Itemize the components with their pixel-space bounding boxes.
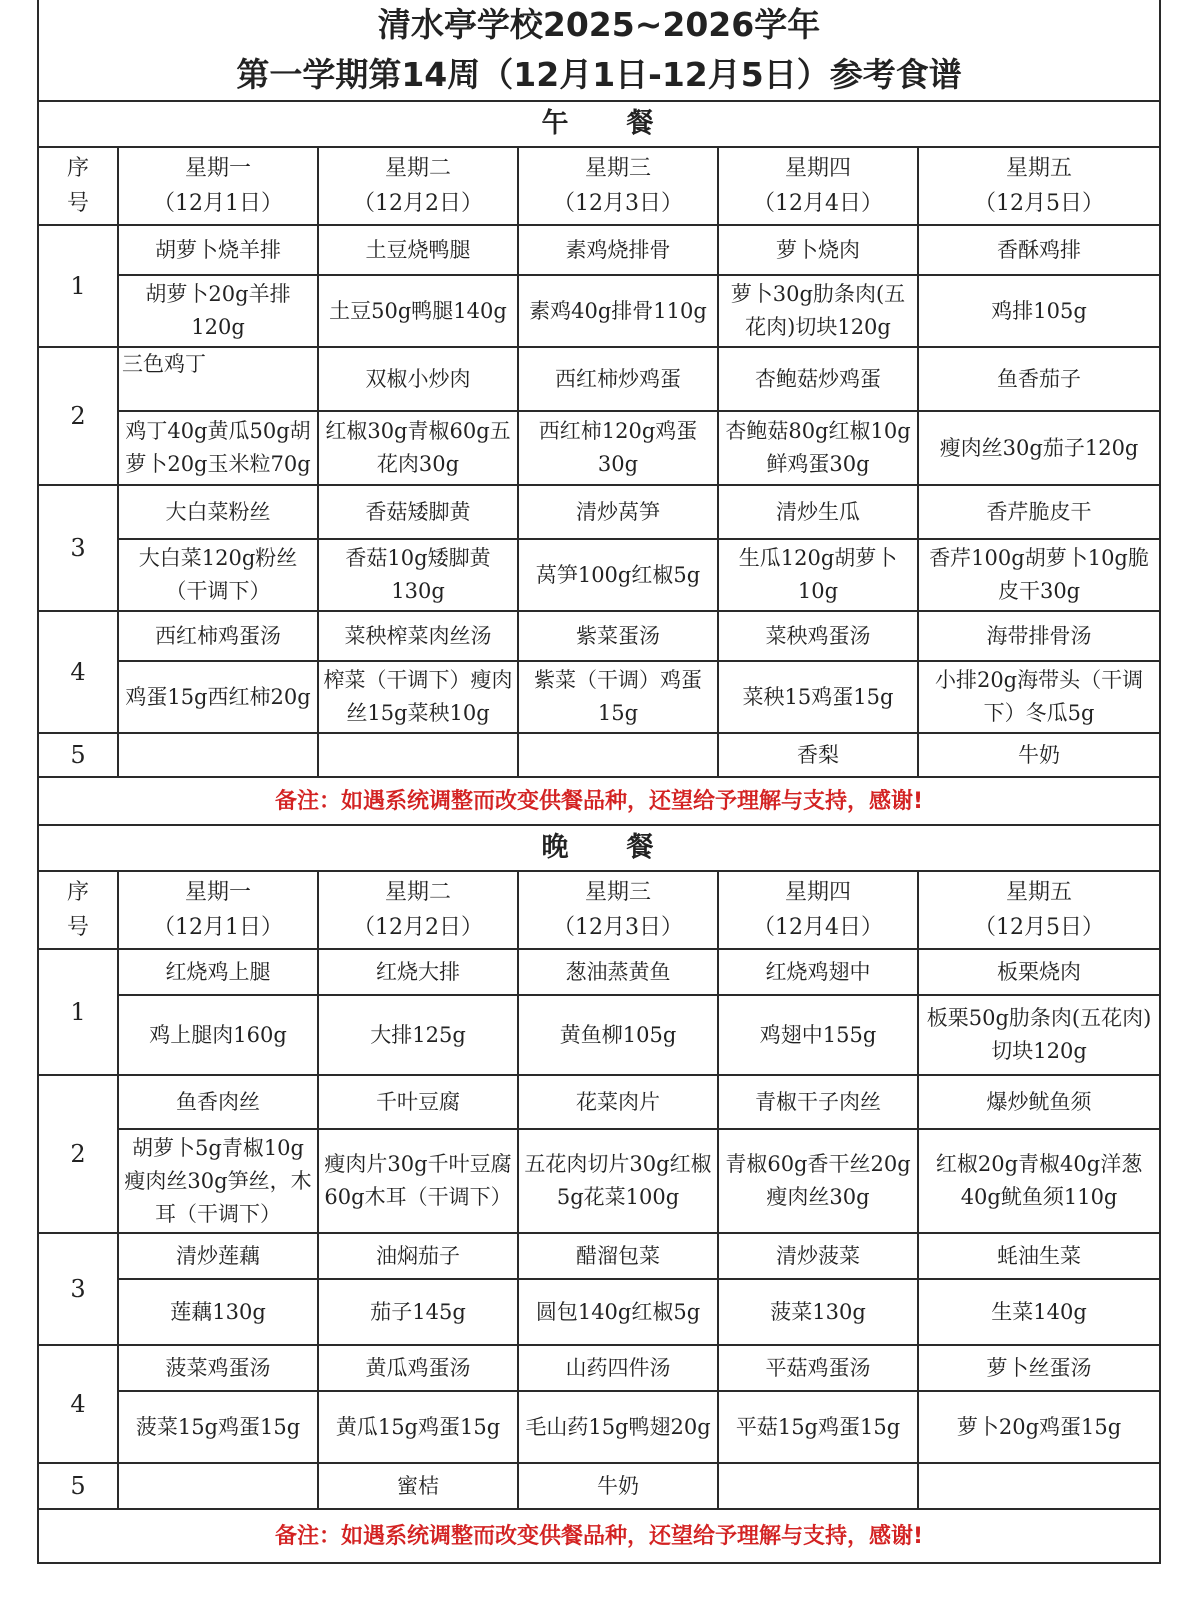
dish-cell: 红烧大排 bbox=[318, 949, 518, 995]
dish-cell: 西红柿炒鸡蛋 bbox=[518, 347, 718, 411]
ingredient-cell: 杏鲍菇80g红椒10g鲜鸡蛋30g bbox=[718, 411, 918, 485]
row-number: 3 bbox=[38, 485, 118, 611]
ingredient-cell: 青椒60g香干丝20g瘦肉丝30g bbox=[718, 1129, 918, 1233]
ingredient-cell: 菠菜15g鸡蛋15g bbox=[118, 1391, 318, 1463]
lunch-label: 午餐 bbox=[38, 101, 1160, 147]
dish-cell: 海带排骨汤 bbox=[918, 611, 1160, 661]
day-header-wed: 星期三 （12月3日） bbox=[518, 147, 718, 225]
ingredient-cell: 鸡排105g bbox=[918, 275, 1160, 347]
dinner-ingredient-row-1 bbox=[38, 995, 1160, 1075]
ingredient-cell: 大白菜120g粉丝（干调下） bbox=[118, 539, 318, 611]
title-line-1: 清水亭学校2025~2026学年 bbox=[377, 5, 821, 44]
dish-cell: 萝卜丝蛋汤 bbox=[918, 1345, 1160, 1391]
dish-cell: 花菜肉片 bbox=[518, 1075, 718, 1129]
ingredient-cell: 鸡丁40g黄瓜50g胡萝卜20g玉米粒70g bbox=[118, 411, 318, 485]
dish-cell: 青椒干子肉丝 bbox=[718, 1075, 918, 1129]
lunch-label-row bbox=[38, 101, 1160, 147]
lunch-dish-row-4 bbox=[38, 611, 1160, 661]
ingredient-cell: 素鸡40g排骨110g bbox=[518, 275, 718, 347]
fruit-cell: 香梨 bbox=[718, 733, 918, 777]
seq-header: 序号 bbox=[38, 871, 118, 949]
ingredient-cell: 黄瓜15g鸡蛋15g bbox=[318, 1391, 518, 1463]
fruit-cell bbox=[318, 733, 518, 777]
fruit-cell bbox=[918, 1463, 1160, 1509]
ingredient-cell: 圆包140g红椒5g bbox=[518, 1279, 718, 1345]
ingredient-cell: 平菇15g鸡蛋15g bbox=[718, 1391, 918, 1463]
day-header-thu: 星期四 （12月4日） bbox=[718, 871, 918, 949]
ingredient-cell: 毛山药15g鸭翅20g bbox=[518, 1391, 718, 1463]
dish-cell: 萝卜烧肉 bbox=[718, 225, 918, 275]
row-number: 4 bbox=[38, 1345, 118, 1463]
menu-sheet bbox=[37, 0, 1159, 1564]
ingredient-cell: 板栗50g肋条肉(五花肉)切块120g bbox=[918, 995, 1160, 1075]
lunch-ingredient-row-4 bbox=[38, 661, 1160, 733]
dish-cell: 红烧鸡上腿 bbox=[118, 949, 318, 995]
ingredient-cell: 萝卜20g鸡蛋15g bbox=[918, 1391, 1160, 1463]
fruit-cell: 蜜桔 bbox=[318, 1463, 518, 1509]
dish-cell: 杏鲍菇炒鸡蛋 bbox=[718, 347, 918, 411]
dish-cell: 油焖茄子 bbox=[318, 1233, 518, 1279]
dish-cell: 紫菜蛋汤 bbox=[518, 611, 718, 661]
lunch-ingredient-row-3 bbox=[38, 539, 1160, 611]
ingredient-cell: 鸡上腿肉160g bbox=[118, 995, 318, 1075]
seq-header: 序号 bbox=[38, 147, 118, 225]
day-header-wed: 星期三 （12月3日） bbox=[518, 871, 718, 949]
dish-cell: 素鸡烧排骨 bbox=[518, 225, 718, 275]
dish-cell: 菜秧榨菜肉丝汤 bbox=[318, 611, 518, 661]
ingredient-cell: 瘦肉丝30g茄子120g bbox=[918, 411, 1160, 485]
dish-cell: 板栗烧肉 bbox=[918, 949, 1160, 995]
ingredient-cell: 萝卜30g肋条肉(五花肉)切块120g bbox=[718, 275, 918, 347]
ingredient-cell: 榨菜（干调下）瘦肉丝15g菜秧10g bbox=[318, 661, 518, 733]
menu-table bbox=[37, 0, 1161, 1564]
dish-cell: 清炒生瓜 bbox=[718, 485, 918, 539]
ingredient-cell: 茄子145g bbox=[318, 1279, 518, 1345]
ingredient-cell: 莴笋100g红椒5g bbox=[518, 539, 718, 611]
ingredient-cell: 西红柿120g鸡蛋30g bbox=[518, 411, 718, 485]
dinner-note: 备注：如遇系统调整而改变供餐品种，还望给予理解与支持，感谢! bbox=[38, 1509, 1160, 1563]
dish-cell: 蚝油生菜 bbox=[918, 1233, 1160, 1279]
day-header-thu: 星期四 （12月4日） bbox=[718, 147, 918, 225]
day-header-tue: 星期二 （12月2日） bbox=[318, 147, 518, 225]
dish-cell: 香酥鸡排 bbox=[918, 225, 1160, 275]
ingredient-cell: 鸡蛋15g西红柿20g bbox=[118, 661, 318, 733]
dinner-note-row bbox=[38, 1509, 1160, 1563]
row-number: 2 bbox=[38, 1075, 118, 1233]
ingredient-cell: 黄鱼柳105g bbox=[518, 995, 718, 1075]
lunch-dish-row-1 bbox=[38, 225, 1160, 275]
dinner-dish-row-2 bbox=[38, 1075, 1160, 1129]
lunch-note: 备注：如遇系统调整而改变供餐品种，还望给予理解与支持，感谢! bbox=[38, 777, 1160, 825]
ingredient-cell: 莲藕130g bbox=[118, 1279, 318, 1345]
day-header-mon: 星期一 （12月1日） bbox=[118, 147, 318, 225]
dish-cell: 清炒莲藕 bbox=[118, 1233, 318, 1279]
dinner-label: 晚餐 bbox=[38, 825, 1160, 871]
dish-cell: 清炒菠菜 bbox=[718, 1233, 918, 1279]
dinner-ingredient-row-2 bbox=[38, 1129, 1160, 1233]
row-number: 2 bbox=[38, 347, 118, 485]
dish-cell: 土豆烧鸭腿 bbox=[318, 225, 518, 275]
dish-cell: 爆炒鱿鱼须 bbox=[918, 1075, 1160, 1129]
ingredient-cell: 胡萝卜5g青椒10g瘦肉丝30g笋丝，木耳（干调下） bbox=[118, 1129, 318, 1233]
dish-cell: 山药四件汤 bbox=[518, 1345, 718, 1391]
dish-cell: 红烧鸡翅中 bbox=[718, 949, 918, 995]
dinner-fruit-row bbox=[38, 1463, 1160, 1509]
ingredient-cell: 香菇10g矮脚黄130g bbox=[318, 539, 518, 611]
dinner-ingredient-row-3 bbox=[38, 1279, 1160, 1345]
fruit-cell: 牛奶 bbox=[918, 733, 1160, 777]
lunch-fruit-row bbox=[38, 733, 1160, 777]
row-number: 3 bbox=[38, 1233, 118, 1345]
dish-cell: 菠菜鸡蛋汤 bbox=[118, 1345, 318, 1391]
dish-cell: 胡萝卜烧羊排 bbox=[118, 225, 318, 275]
day-header-fri: 星期五 （12月5日） bbox=[918, 871, 1160, 949]
ingredient-cell: 土豆50g鸭腿140g bbox=[318, 275, 518, 347]
dish-cell: 千叶豆腐 bbox=[318, 1075, 518, 1129]
lunch-header-row bbox=[38, 147, 1160, 225]
row-number: 4 bbox=[38, 611, 118, 733]
ingredient-cell: 菠菜130g bbox=[718, 1279, 918, 1345]
ingredient-cell: 红椒30g青椒60g五花肉30g bbox=[318, 411, 518, 485]
ingredient-cell: 鸡翅中155g bbox=[718, 995, 918, 1075]
dish-cell: 香菇矮脚黄 bbox=[318, 485, 518, 539]
lunch-ingredient-row-2 bbox=[38, 411, 1160, 485]
dinner-dish-row-3 bbox=[38, 1233, 1160, 1279]
ingredient-cell: 菜秧15鸡蛋15g bbox=[718, 661, 918, 733]
lunch-ingredient-row-1 bbox=[38, 275, 1160, 347]
ingredient-cell: 小排20g海带头（干调下）冬瓜5g bbox=[918, 661, 1160, 733]
dish-cell: 香芹脆皮干 bbox=[918, 485, 1160, 539]
fruit-cell bbox=[518, 733, 718, 777]
lunch-dish-row-3 bbox=[38, 485, 1160, 539]
ingredient-cell: 大排125g bbox=[318, 995, 518, 1075]
ingredient-cell: 五花肉切片30g红椒5g花菜100g bbox=[518, 1129, 718, 1233]
dish-cell: 三色鸡丁 bbox=[118, 347, 318, 411]
ingredient-cell: 紫菜（干调）鸡蛋15g bbox=[518, 661, 718, 733]
dish-cell: 鱼香茄子 bbox=[918, 347, 1160, 411]
fruit-cell bbox=[118, 1463, 318, 1509]
title-line-2: 第一学期第14周（12月1日-12月5日）参考食谱 bbox=[236, 55, 962, 94]
ingredient-cell: 生瓜120g胡萝卜10g bbox=[718, 539, 918, 611]
dish-cell: 大白菜粉丝 bbox=[118, 485, 318, 539]
title-row bbox=[38, 0, 1160, 101]
dish-cell: 清炒莴笋 bbox=[518, 485, 718, 539]
fruit-cell: 牛奶 bbox=[518, 1463, 718, 1509]
dish-cell: 平菇鸡蛋汤 bbox=[718, 1345, 918, 1391]
day-header-tue: 星期二 （12月2日） bbox=[318, 871, 518, 949]
dinner-header-row bbox=[38, 871, 1160, 949]
dinner-dish-row-1 bbox=[38, 949, 1160, 995]
ingredient-cell: 香芹100g胡萝卜10g脆皮干30g bbox=[918, 539, 1160, 611]
dish-cell: 菜秧鸡蛋汤 bbox=[718, 611, 918, 661]
dish-cell: 鱼香肉丝 bbox=[118, 1075, 318, 1129]
day-header-mon: 星期一 （12月1日） bbox=[118, 871, 318, 949]
ingredient-cell: 红椒20g青椒40g洋葱40g鱿鱼须110g bbox=[918, 1129, 1160, 1233]
day-header-fri: 星期五 （12月5日） bbox=[918, 147, 1160, 225]
ingredient-cell: 胡萝卜20g羊排120g bbox=[118, 275, 318, 347]
dish-cell: 醋溜包菜 bbox=[518, 1233, 718, 1279]
fruit-cell bbox=[718, 1463, 918, 1509]
ingredient-cell: 瘦肉片30g千叶豆腐60g木耳（干调下） bbox=[318, 1129, 518, 1233]
fruit-cell bbox=[118, 733, 318, 777]
ingredient-cell: 生菜140g bbox=[918, 1279, 1160, 1345]
dish-cell: 双椒小炒肉 bbox=[318, 347, 518, 411]
dish-cell: 黄瓜鸡蛋汤 bbox=[318, 1345, 518, 1391]
document-title bbox=[38, 0, 1160, 101]
lunch-note-row bbox=[38, 777, 1160, 825]
lunch-dish-row-2 bbox=[38, 347, 1160, 411]
dish-cell: 葱油蒸黄鱼 bbox=[518, 949, 718, 995]
row-number: 5 bbox=[38, 733, 118, 777]
dinner-label-row bbox=[38, 825, 1160, 871]
dinner-dish-row-4 bbox=[38, 1345, 1160, 1391]
row-number: 5 bbox=[38, 1463, 118, 1509]
row-number: 1 bbox=[38, 949, 118, 1075]
dinner-ingredient-row-4 bbox=[38, 1391, 1160, 1463]
row-number: 1 bbox=[38, 225, 118, 347]
dish-cell: 西红柿鸡蛋汤 bbox=[118, 611, 318, 661]
